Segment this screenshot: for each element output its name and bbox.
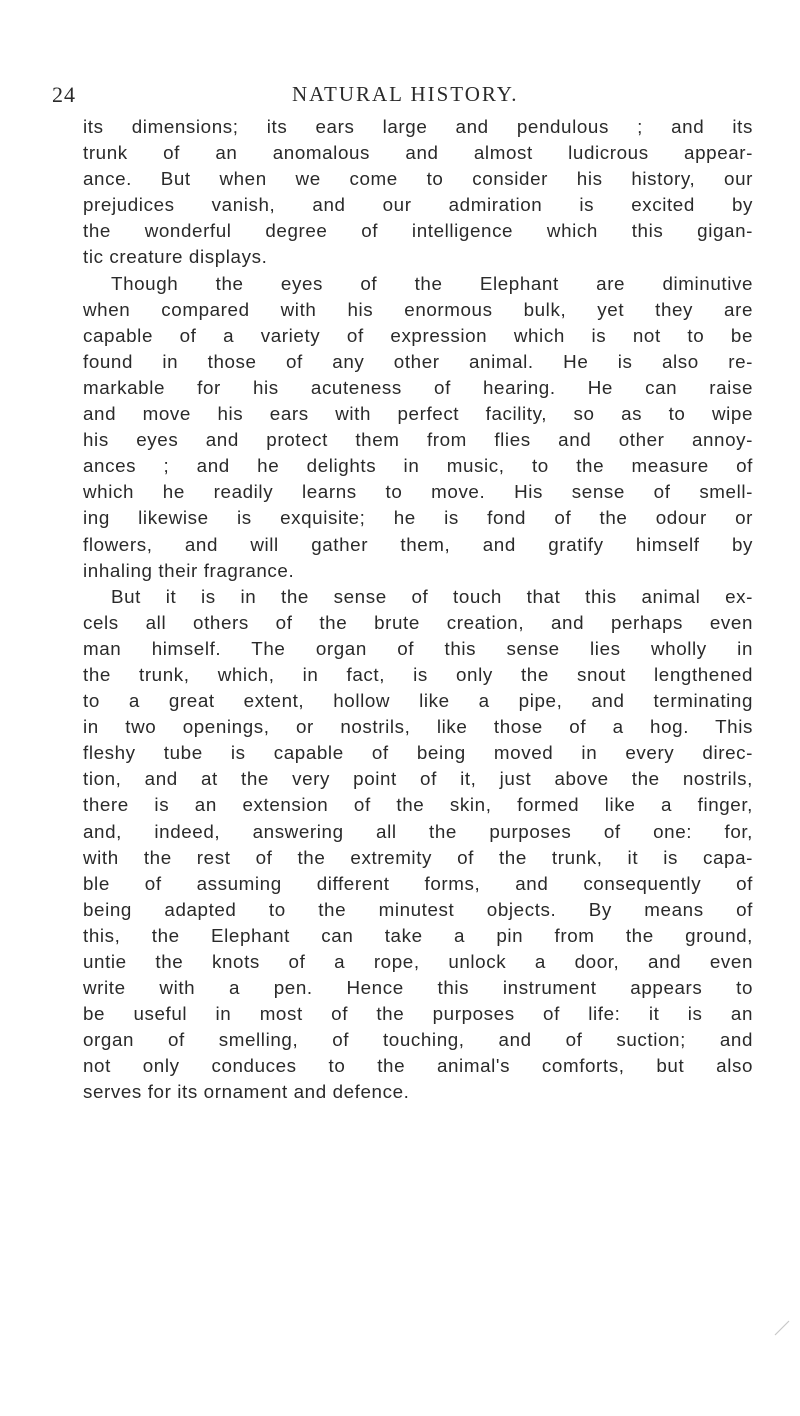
text-line: inhaling their fragrance.: [83, 559, 295, 581]
paragraph-start: Though the eyes of the Elephant are diminutive: [111, 272, 753, 294]
text-line: be useful in most of the purposes of life: it is an: [83, 1003, 753, 1025]
text-line: in two openings, or nostrils, like those of a hog. This: [83, 716, 753, 738]
body-text: [83, 114, 753, 1106]
text-line: ances ; and he delights in music, to the measure of: [83, 455, 753, 477]
page-crease-mark: [774, 1320, 790, 1336]
text-line: found in those of any other animal. He is also re-: [83, 350, 753, 372]
text-line: cels all others of the brute creation, and perhaps even: [83, 611, 753, 633]
text-line: with the rest of the extremity of the trunk, it is capa-: [83, 846, 753, 868]
paragraph-start: But it is in the sense of touch that this animal ex-: [111, 585, 753, 607]
text-line: trunk of an anomalous and almost ludicrous appear-: [83, 142, 753, 164]
text-line: tion, and at the very point of it, just above the nostrils,: [83, 768, 753, 790]
text-line: which he readily learns to move. His sense of smell-: [83, 481, 753, 503]
text-line: and move his ears with perfect facility, so as to wipe: [83, 403, 753, 425]
text-line: man himself. The organ of this sense lies wholly in: [83, 637, 753, 659]
text-line: capable of a variety of expression which is not to be: [83, 324, 753, 346]
running-head: [52, 82, 762, 112]
text-line: when compared with his enormous bulk, yet they are: [83, 298, 753, 320]
text-line: the trunk, which, in fact, is only the snout lengthened: [83, 663, 753, 685]
text-line: flowers, and will gather them, and gratify himself by: [83, 533, 753, 555]
page-number: 24: [52, 82, 76, 107]
text-line: to a great extent, hollow like a pipe, and terminating: [83, 690, 753, 712]
text-line: organ of smelling, of touching, and of suction; and: [83, 1029, 753, 1051]
text-line: this, the Elephant can take a pin from the ground,: [83, 924, 753, 946]
text-line: and, indeed, answering all the purposes of one: for,: [83, 820, 753, 842]
text-line: untie the knots of a rope, unlock a door, and even: [83, 951, 753, 972]
text-line: his eyes and protect them from flies and other annoy-: [83, 429, 753, 451]
text-line: not only conduces to the animal's comforts, but also: [83, 1055, 753, 1077]
text-line: ance. But when we come to consider his history, our: [83, 168, 753, 190]
text-line: write with a pen. Hence this instrument appears to: [83, 977, 753, 999]
text-line: prejudices vanish, and our admiration is excited by: [83, 194, 753, 216]
text-line: serves for its ornament and defence.: [83, 1081, 410, 1103]
text-line: the wonderful degree of intelligence which this gigan-: [83, 220, 753, 242]
text-line: tic creature displays.: [83, 246, 268, 268]
text-line: ing likewise is exquisite; he is fond of the odour or: [83, 507, 753, 529]
running-title: NATURAL HISTORY.: [292, 82, 519, 106]
text-line: markable for his acuteness of hearing. He can raise: [83, 376, 753, 398]
text-line: ble of assuming different forms, and consequently of: [83, 872, 753, 894]
text-line: being adapted to the minutest objects. By means of: [83, 898, 753, 920]
text-line: its dimensions; its ears large and pendulous ; and its: [83, 116, 753, 137]
text-line: there is an extension of the skin, formed like a finger,: [83, 794, 753, 816]
text-line: fleshy tube is capable of being moved in every direc-: [83, 742, 753, 764]
